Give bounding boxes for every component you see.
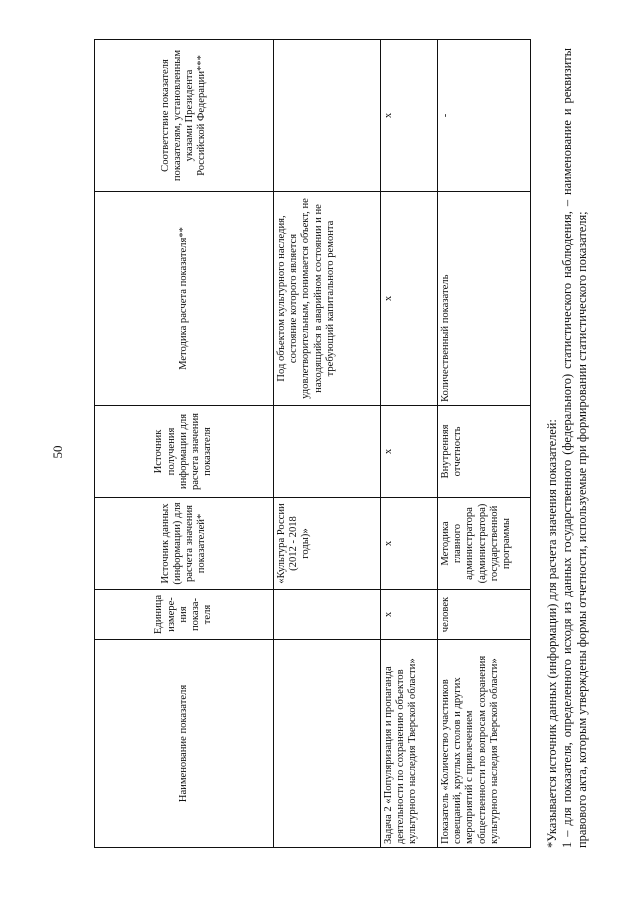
page-number: 50 [50, 445, 65, 459]
table-cell: Показатель «Количество участников совещаний, круглых столов и других мероприятий с привлечением общественности по вопросам сохранения культурного наследия Тверской области» [438, 640, 531, 848]
table-cell: человек [438, 590, 531, 640]
table-row [274, 40, 381, 848]
table-cell [274, 406, 381, 498]
table-cell [274, 640, 381, 848]
table-header-row [95, 40, 274, 848]
table-cell: х [381, 192, 438, 406]
table-cell: - [438, 40, 531, 192]
table-cell: Внутренняя отчетность [438, 406, 531, 498]
table-cell: х [381, 590, 438, 640]
table-cell: Методика главного администратора (администратора) государственной программы [438, 498, 531, 590]
rotated-page-content [94, 40, 606, 848]
table-cell: Под объектом культурного наследия, состояние которого является удовлетворительным, понимается объект, не находящийся в аварийном состоянии и не требующий капитального ремонта [274, 192, 381, 406]
header-info-source: Источник получения информации для расчета значения показателя [95, 406, 274, 498]
footnotes [545, 48, 591, 848]
table-cell: «Культура России (2012 - 2018 годы)» [274, 498, 381, 590]
header-compliance: Соответствие показателя показателям, установленным указами Президента Российской Федерации*** [95, 40, 274, 192]
header-unit: Единица измере-ния показа-теля [95, 590, 274, 640]
indicators-table [94, 39, 531, 848]
table-cell: х [381, 40, 438, 192]
table-cell: Количественный показатель [438, 192, 531, 406]
footnote-line: 1 – для показателя, определенного исходя из данных государственного (федерального) статистического наблюдения, – наименование и реквизиты правового акта, которым утверждены формы отчетности, используемые при формировании статистического показателя; [560, 48, 590, 848]
table-row [381, 40, 438, 848]
table-cell: х [381, 498, 438, 590]
table-cell: х [381, 406, 438, 498]
table-cell [274, 40, 381, 192]
header-methodology: Методика расчета показателя** [95, 192, 274, 406]
table-row [438, 40, 531, 848]
header-indicator-name: Наименование показателя [95, 640, 274, 848]
footnote-line: *Указывается источник данных (информации) для расчета значения показателей: [545, 419, 559, 848]
header-data-source: Источник данных (информации) для расчета значения показателей* [95, 498, 274, 590]
table-cell: Задача 2 «Популяризация и пропаганда деятельности по сохранению объектов культурного наследия Тверской области» [381, 640, 438, 848]
table-cell [274, 590, 381, 640]
